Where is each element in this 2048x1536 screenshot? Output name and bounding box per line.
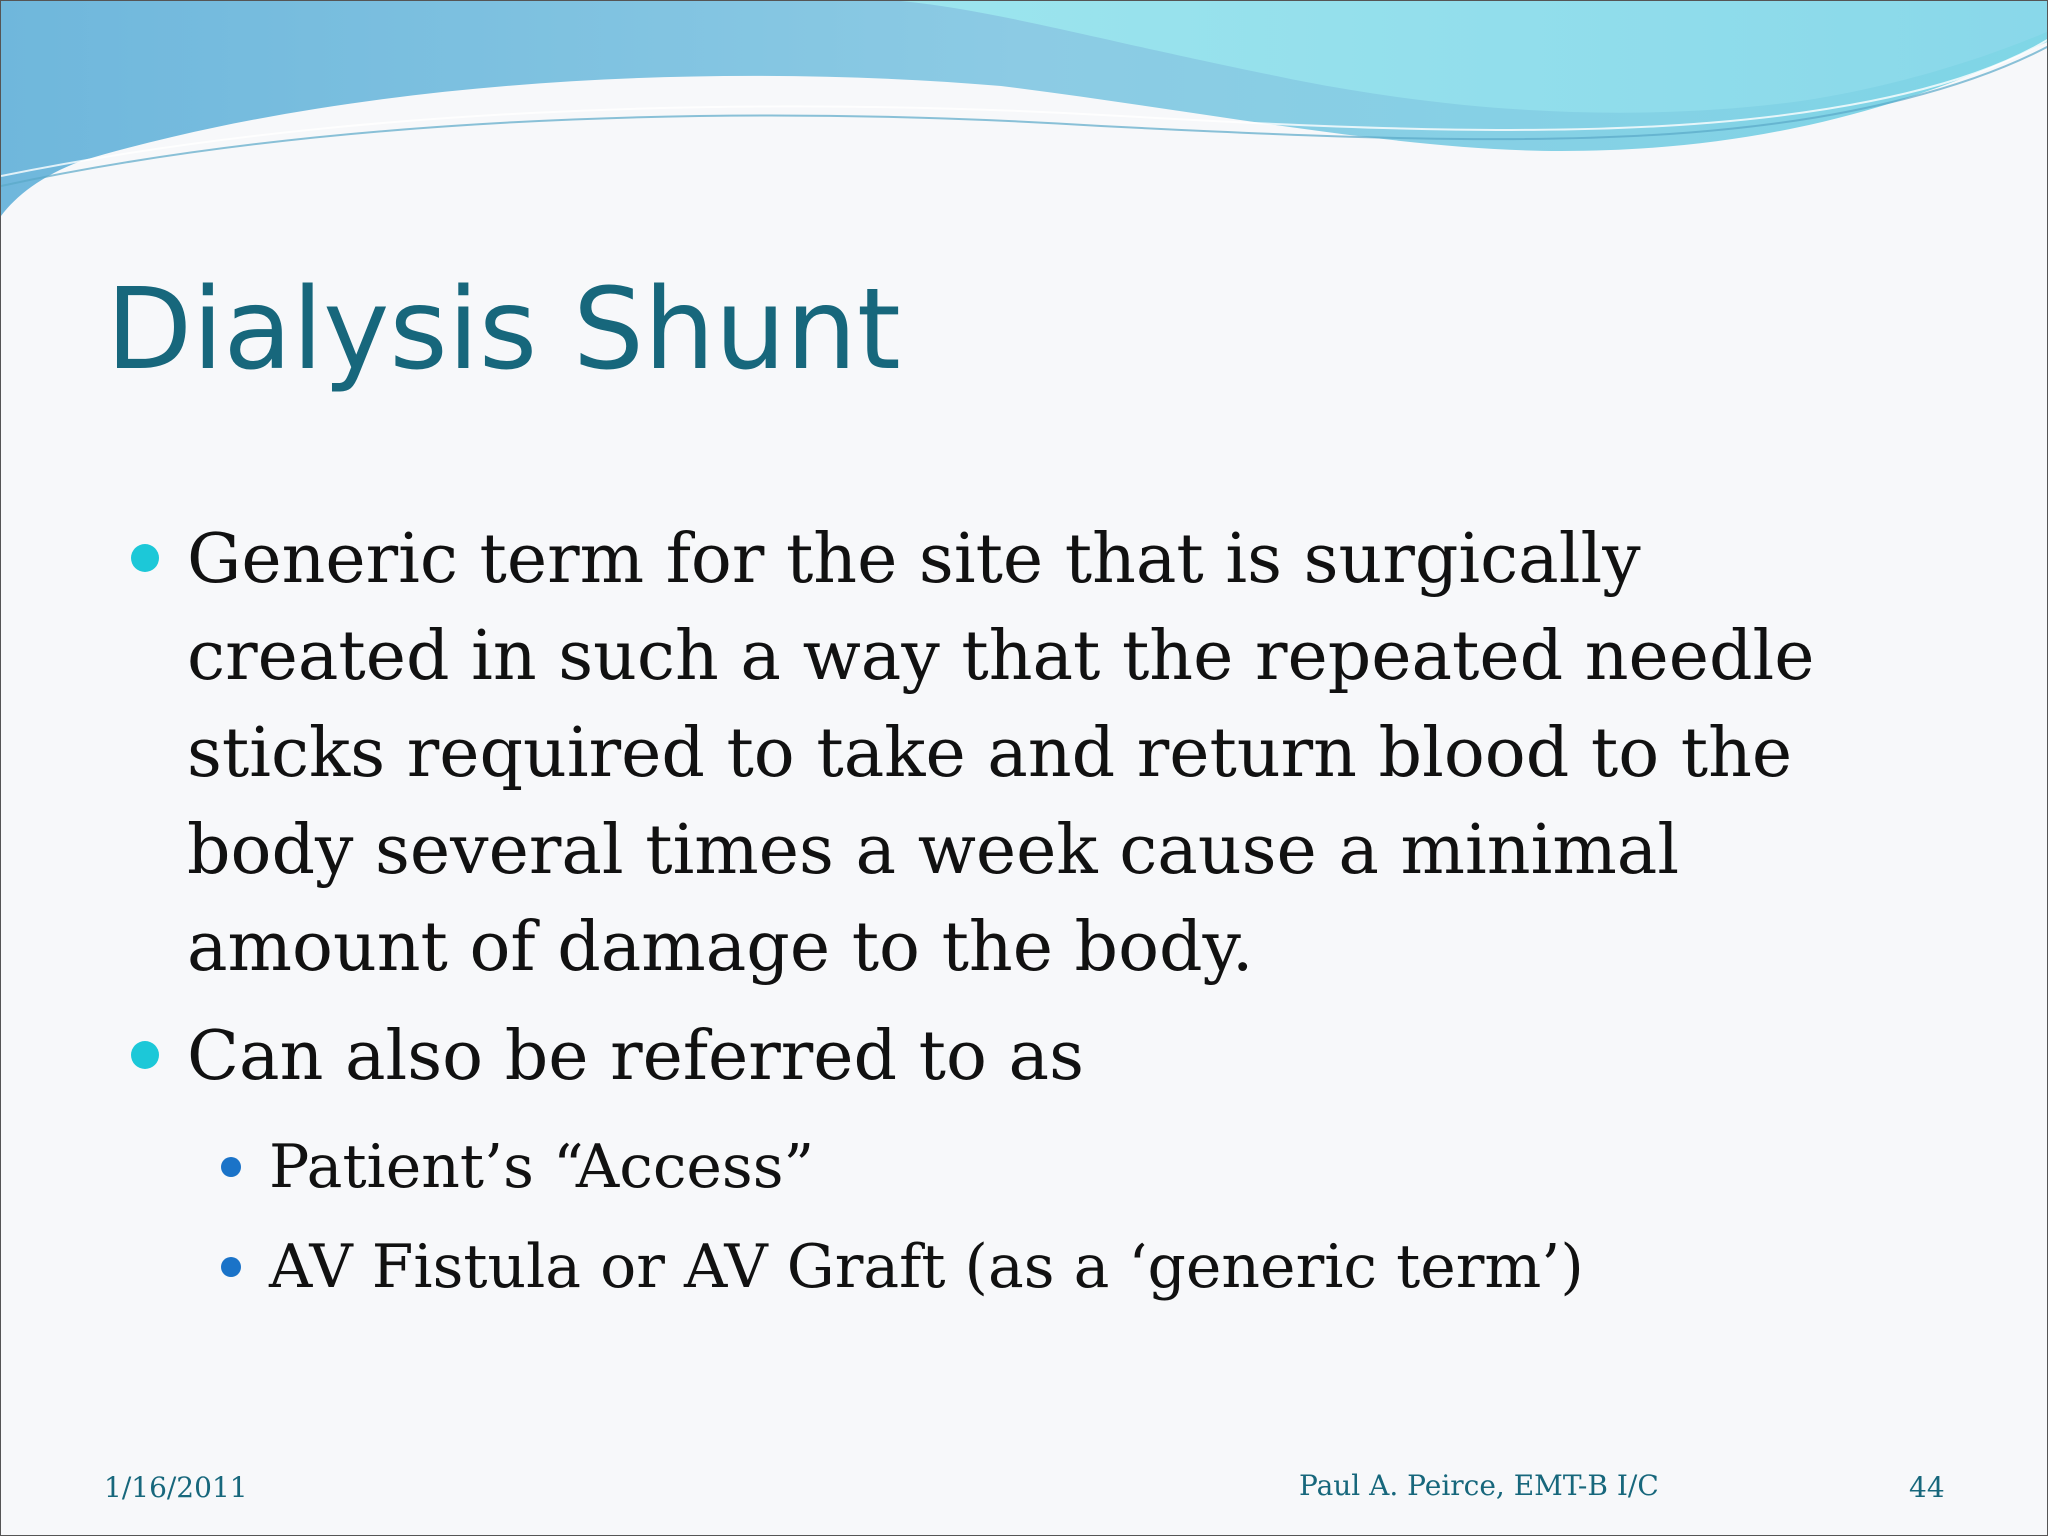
- header-wave-decoration: [1, 1, 2048, 241]
- bullet-item: [121, 511, 1921, 996]
- sub-bullet-item: [121, 1217, 1921, 1317]
- bullet-list: [121, 511, 1921, 1317]
- sub-bullet-icon: [221, 1257, 241, 1277]
- footer-date: 1/16/2011: [104, 1471, 248, 1504]
- page-number: 44: [1909, 1471, 1945, 1504]
- bullet-icon: [131, 544, 159, 572]
- bullet-icon: [131, 1041, 159, 1069]
- bullet-text: Generic term for the site that is surgically created in such a way that the repeated needle sticks required to take and return blood to the body several times a week cause a minimal amount of damage to the body.: [187, 520, 1815, 987]
- sub-bullet-text: AV Fistula or AV Graft (as a ‘generic term’): [269, 1232, 1584, 1302]
- sub-bullet-text: Patient’s “Access”: [269, 1132, 815, 1202]
- sub-bullet-icon: [221, 1157, 241, 1177]
- slide-title: Dialysis Shunt: [106, 265, 901, 395]
- footer-author: Paul A. Peirce, EMT-B I/C: [1299, 1469, 1659, 1502]
- bullet-item: [121, 1008, 1921, 1105]
- sub-bullet-item: [121, 1117, 1921, 1217]
- bullet-text: Can also be referred to as: [187, 1017, 1084, 1096]
- sub-bullet-list: [121, 1117, 1921, 1317]
